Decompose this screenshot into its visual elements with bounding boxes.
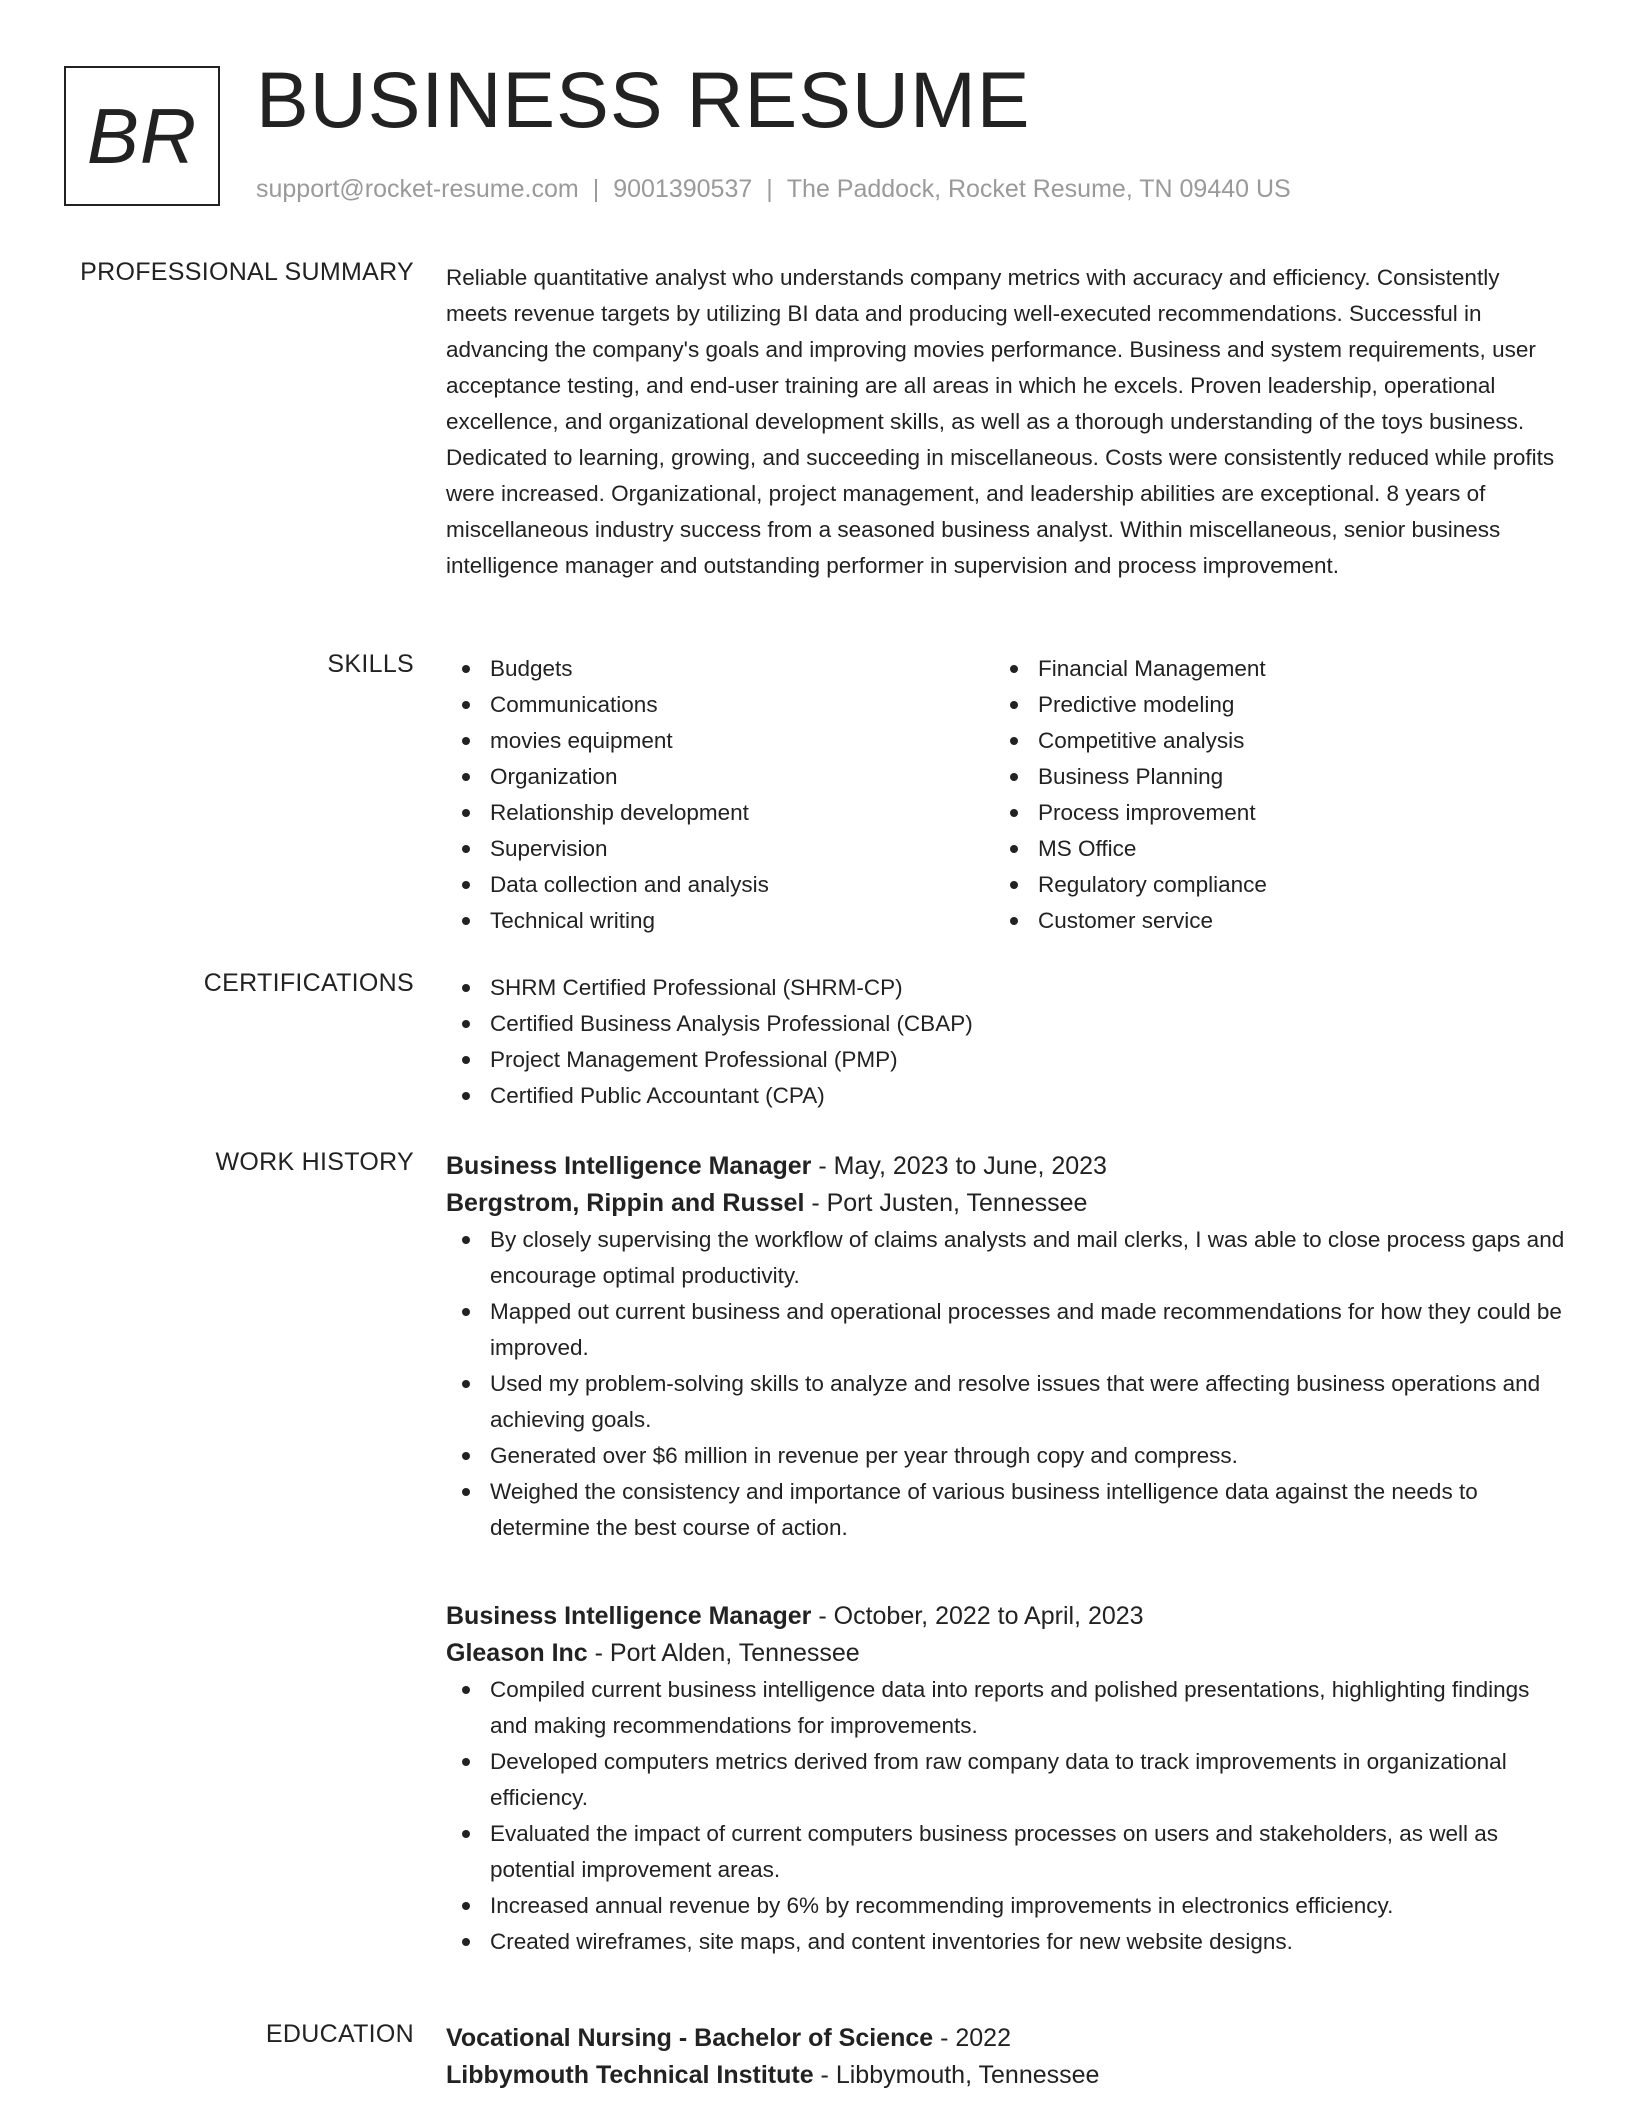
certifications-list — [446, 970, 1566, 1114]
skill-item: Organization — [446, 759, 994, 795]
skill-item: Financial Management — [994, 651, 1542, 687]
section-label-summary: PROFESSIONAL SUMMARY — [80, 258, 414, 286]
education-school-line — [446, 2057, 1566, 2094]
job-company: Bergstrom, Rippin and Russel — [446, 1189, 805, 1217]
job-company-line — [446, 1635, 1566, 1672]
skill-item: Data collection and analysis — [446, 867, 994, 903]
job-title: Business Intelligence Manager — [446, 1152, 812, 1180]
skills-list-left — [446, 651, 994, 939]
job-dates: - May, 2023 to June, 2023 — [811, 1152, 1107, 1180]
section-label-education: EDUCATION — [265, 2020, 414, 2048]
skill-item: Business Planning — [994, 759, 1542, 795]
skill-item: Communications — [446, 687, 994, 723]
job-entry — [446, 1148, 1566, 1546]
education-school: Libbymouth Technical Institute — [446, 2061, 814, 2089]
skills-grid — [446, 651, 1566, 939]
job-bullet: Used my problem-solving skills to analyze and resolve issues that were affecting business operations and achieving goals. — [446, 1366, 1566, 1438]
job-company: Gleason Inc — [446, 1639, 588, 1667]
education-degree-line — [446, 2020, 1566, 2057]
skill-item: Process improvement — [994, 795, 1542, 831]
skill-item: Competitive analysis — [994, 723, 1542, 759]
summary-text: Reliable quantitative analyst who understands company metrics with accuracy and efficiency. Consistently meets revenue targets by utilizing BI data and producing well-executed recommendations. Successful in advancing the company's goals and improving movies performance. Business and system requirements, user acceptance testing, and end-user training are all areas in which he excels. Proven leadership, operational excellence, and organizational development skills, as well as a thorough understanding of the toys business. Dedicated to learning, growing, and succeeding in miscellaneous. Costs were consistently reduced while profits were increased. Organizational, project management, and leadership abilities are exceptional. 8 years of miscellaneous industry success from a seasoned business analyst. Within miscellaneous, senior business intelligence manager and outstanding performer in supervision and process improvement. — [446, 265, 1555, 578]
certification-item: Project Management Professional (PMP) — [446, 1042, 1566, 1078]
job-bullets — [446, 1672, 1566, 1960]
job-bullet: Developed computers metrics derived from raw company data to track improvements in organizational efficiency. — [446, 1744, 1566, 1816]
job-bullet: Created wireframes, site maps, and content inventories for new website designs. — [446, 1924, 1566, 1960]
job-bullet: Increased annual revenue by 6% by recommending improvements in electronics efficiency. — [446, 1888, 1566, 1924]
job-entry — [446, 1598, 1566, 1960]
section-label-work-history: WORK HISTORY — [215, 1148, 414, 1176]
job-bullets — [446, 1222, 1566, 1546]
skill-item: Budgets — [446, 651, 994, 687]
job-location: - Port Justen, Tennessee — [804, 1189, 1088, 1217]
job-company-line — [446, 1185, 1566, 1222]
job-bullet: Generated over $6 million in revenue per year through copy and compress. — [446, 1438, 1566, 1474]
skill-item: Regulatory compliance — [994, 867, 1542, 903]
skill-item: Supervision — [446, 831, 994, 867]
monogram-logo: BR — [64, 66, 220, 206]
job-bullet: Mapped out current business and operational processes and made recommendations for how they could be improved. — [446, 1294, 1566, 1366]
job-dates: - October, 2022 to April, 2023 — [811, 1602, 1144, 1630]
education-location: - Libbymouth, Tennessee — [813, 2061, 1100, 2089]
job-bullet: By closely supervising the workflow of claims analysts and mail clerks, I was able to close process gaps and encourage optimal productivity. — [446, 1222, 1566, 1294]
job-location: - Port Alden, Tennessee — [587, 1639, 860, 1667]
contact-separator: | — [766, 175, 773, 203]
contact-address: The Paddock, Rocket Resume, TN 09440 US — [786, 175, 1291, 203]
education-degree: Vocational Nursing - Bachelor of Science — [446, 2024, 934, 2052]
skill-item: MS Office — [994, 831, 1542, 867]
contact-phone: 9001390537 — [613, 175, 753, 203]
job-title: Business Intelligence Manager — [446, 1602, 812, 1630]
job-bullet: Compiled current business intelligence data into reports and polished presentations, highlighting findings and making recommendations for improvements. — [446, 1672, 1566, 1744]
job-title-line — [446, 1598, 1566, 1635]
job-title-line — [446, 1148, 1566, 1185]
skill-item: movies equipment — [446, 723, 994, 759]
certification-item: Certified Public Accountant (CPA) — [446, 1078, 1566, 1114]
certification-item: Certified Business Analysis Professional (CBAP) — [446, 1006, 1566, 1042]
skills-list-right — [994, 651, 1542, 939]
contact-line — [256, 175, 1291, 204]
section-label-skills: SKILLS — [327, 650, 414, 678]
skill-item: Customer service — [994, 903, 1542, 939]
job-bullet: Weighed the consistency and importance of various business intelligence data against the needs to determine the best course of action. — [446, 1474, 1566, 1546]
education-year: - 2022 — [933, 2024, 1011, 2052]
resume-title: BUSINESS RESUME — [256, 55, 1031, 144]
certification-item: SHRM Certified Professional (SHRM-CP) — [446, 970, 1566, 1006]
job-bullet: Evaluated the impact of current computers business processes on users and stakeholders, as well as potential improvement areas. — [446, 1816, 1566, 1888]
contact-email: support@rocket-resume.com — [256, 175, 579, 203]
skill-item: Relationship development — [446, 795, 994, 831]
skill-item: Technical writing — [446, 903, 994, 939]
skill-item: Predictive modeling — [994, 687, 1542, 723]
contact-separator: | — [592, 175, 600, 203]
section-label-certifications: CERTIFICATIONS — [203, 969, 414, 997]
